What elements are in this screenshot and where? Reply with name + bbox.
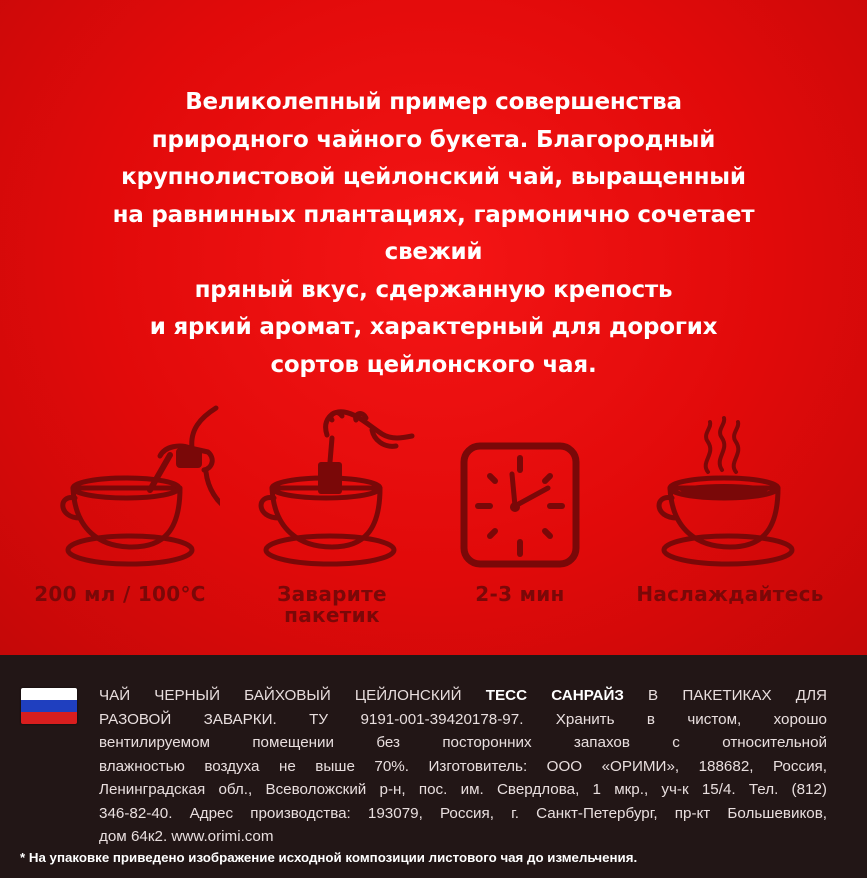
info-line: влажностью воздуха не выше 70%. Изготовитель: ООО «ОРИМИ», 188682, Россия,: [99, 757, 827, 775]
brew-step-enjoy: [630, 390, 830, 640]
kettle-pour-icon: [20, 390, 220, 580]
description-line: крупнолистовой цейлонский чай, выращенный: [121, 164, 746, 190]
step-label: Наслаждайтесь: [636, 582, 824, 606]
description-line: и яркий аромат, характерный для дорогих: [149, 314, 718, 340]
step-label: 2-3 мин: [475, 582, 565, 606]
info-line: ЧАЙ ЧЕРНЫЙ БАЙХОВЫЙ ЦЕЙЛОНСКИЙ ТЕСС САНРАЙЗ В ПАКЕТИКАХ ДЛЯ: [99, 687, 828, 704]
description-line: Великолепный пример совершенства: [185, 89, 682, 115]
info-line: 346-82-40. Адрес производства: 193079, Россия, г. Санкт-Петербург, пр-кт Большевиков,: [99, 804, 827, 822]
brew-step-teabag: [232, 390, 432, 640]
description-line: природного чайного букета. Благородный: [151, 126, 716, 153]
info-line: РАЗОВОЙ ЗАВАРКИ. ТУ 9191-001-39420178-97. Хранить в чистом, хорошо: [99, 710, 827, 728]
description-line: пряный вкус, сдержанную крепость: [194, 276, 673, 303]
footnote: * На упаковке приведено изображение исходной композиции листового чая до измельчения.: [20, 850, 638, 865]
step-label: 200 мл / 100°С: [34, 582, 206, 606]
description-line: сортов цейлонского чая.: [270, 351, 597, 378]
info-line: Ленинградская обл., Всеволожский р-н, пос. им. Свердлова, 1 мкр., уч-к 15/4. Тел. (812): [99, 781, 827, 798]
clock-icon: [420, 390, 620, 580]
product-name: ТЕСС САНРАЙЗ: [485, 687, 624, 704]
russia-flag-icon: [21, 688, 77, 724]
steaming-cup-icon: [630, 390, 830, 580]
brew-step-water: [20, 390, 220, 640]
info-line: вентилируемом помещении без посторонних запахов с относительной: [99, 734, 827, 751]
tea-description: [60, 84, 807, 384]
description-line: на равнинных плантациях, гармонично сочетает свежий: [112, 201, 755, 265]
brew-step-time: [420, 390, 620, 640]
info-line: дом 64к2. www.orimi.com: [99, 828, 274, 845]
teabag-cup-icon: [232, 390, 432, 580]
product-info-text: [99, 684, 827, 849]
step-label: Заварите пакетик: [277, 582, 387, 627]
